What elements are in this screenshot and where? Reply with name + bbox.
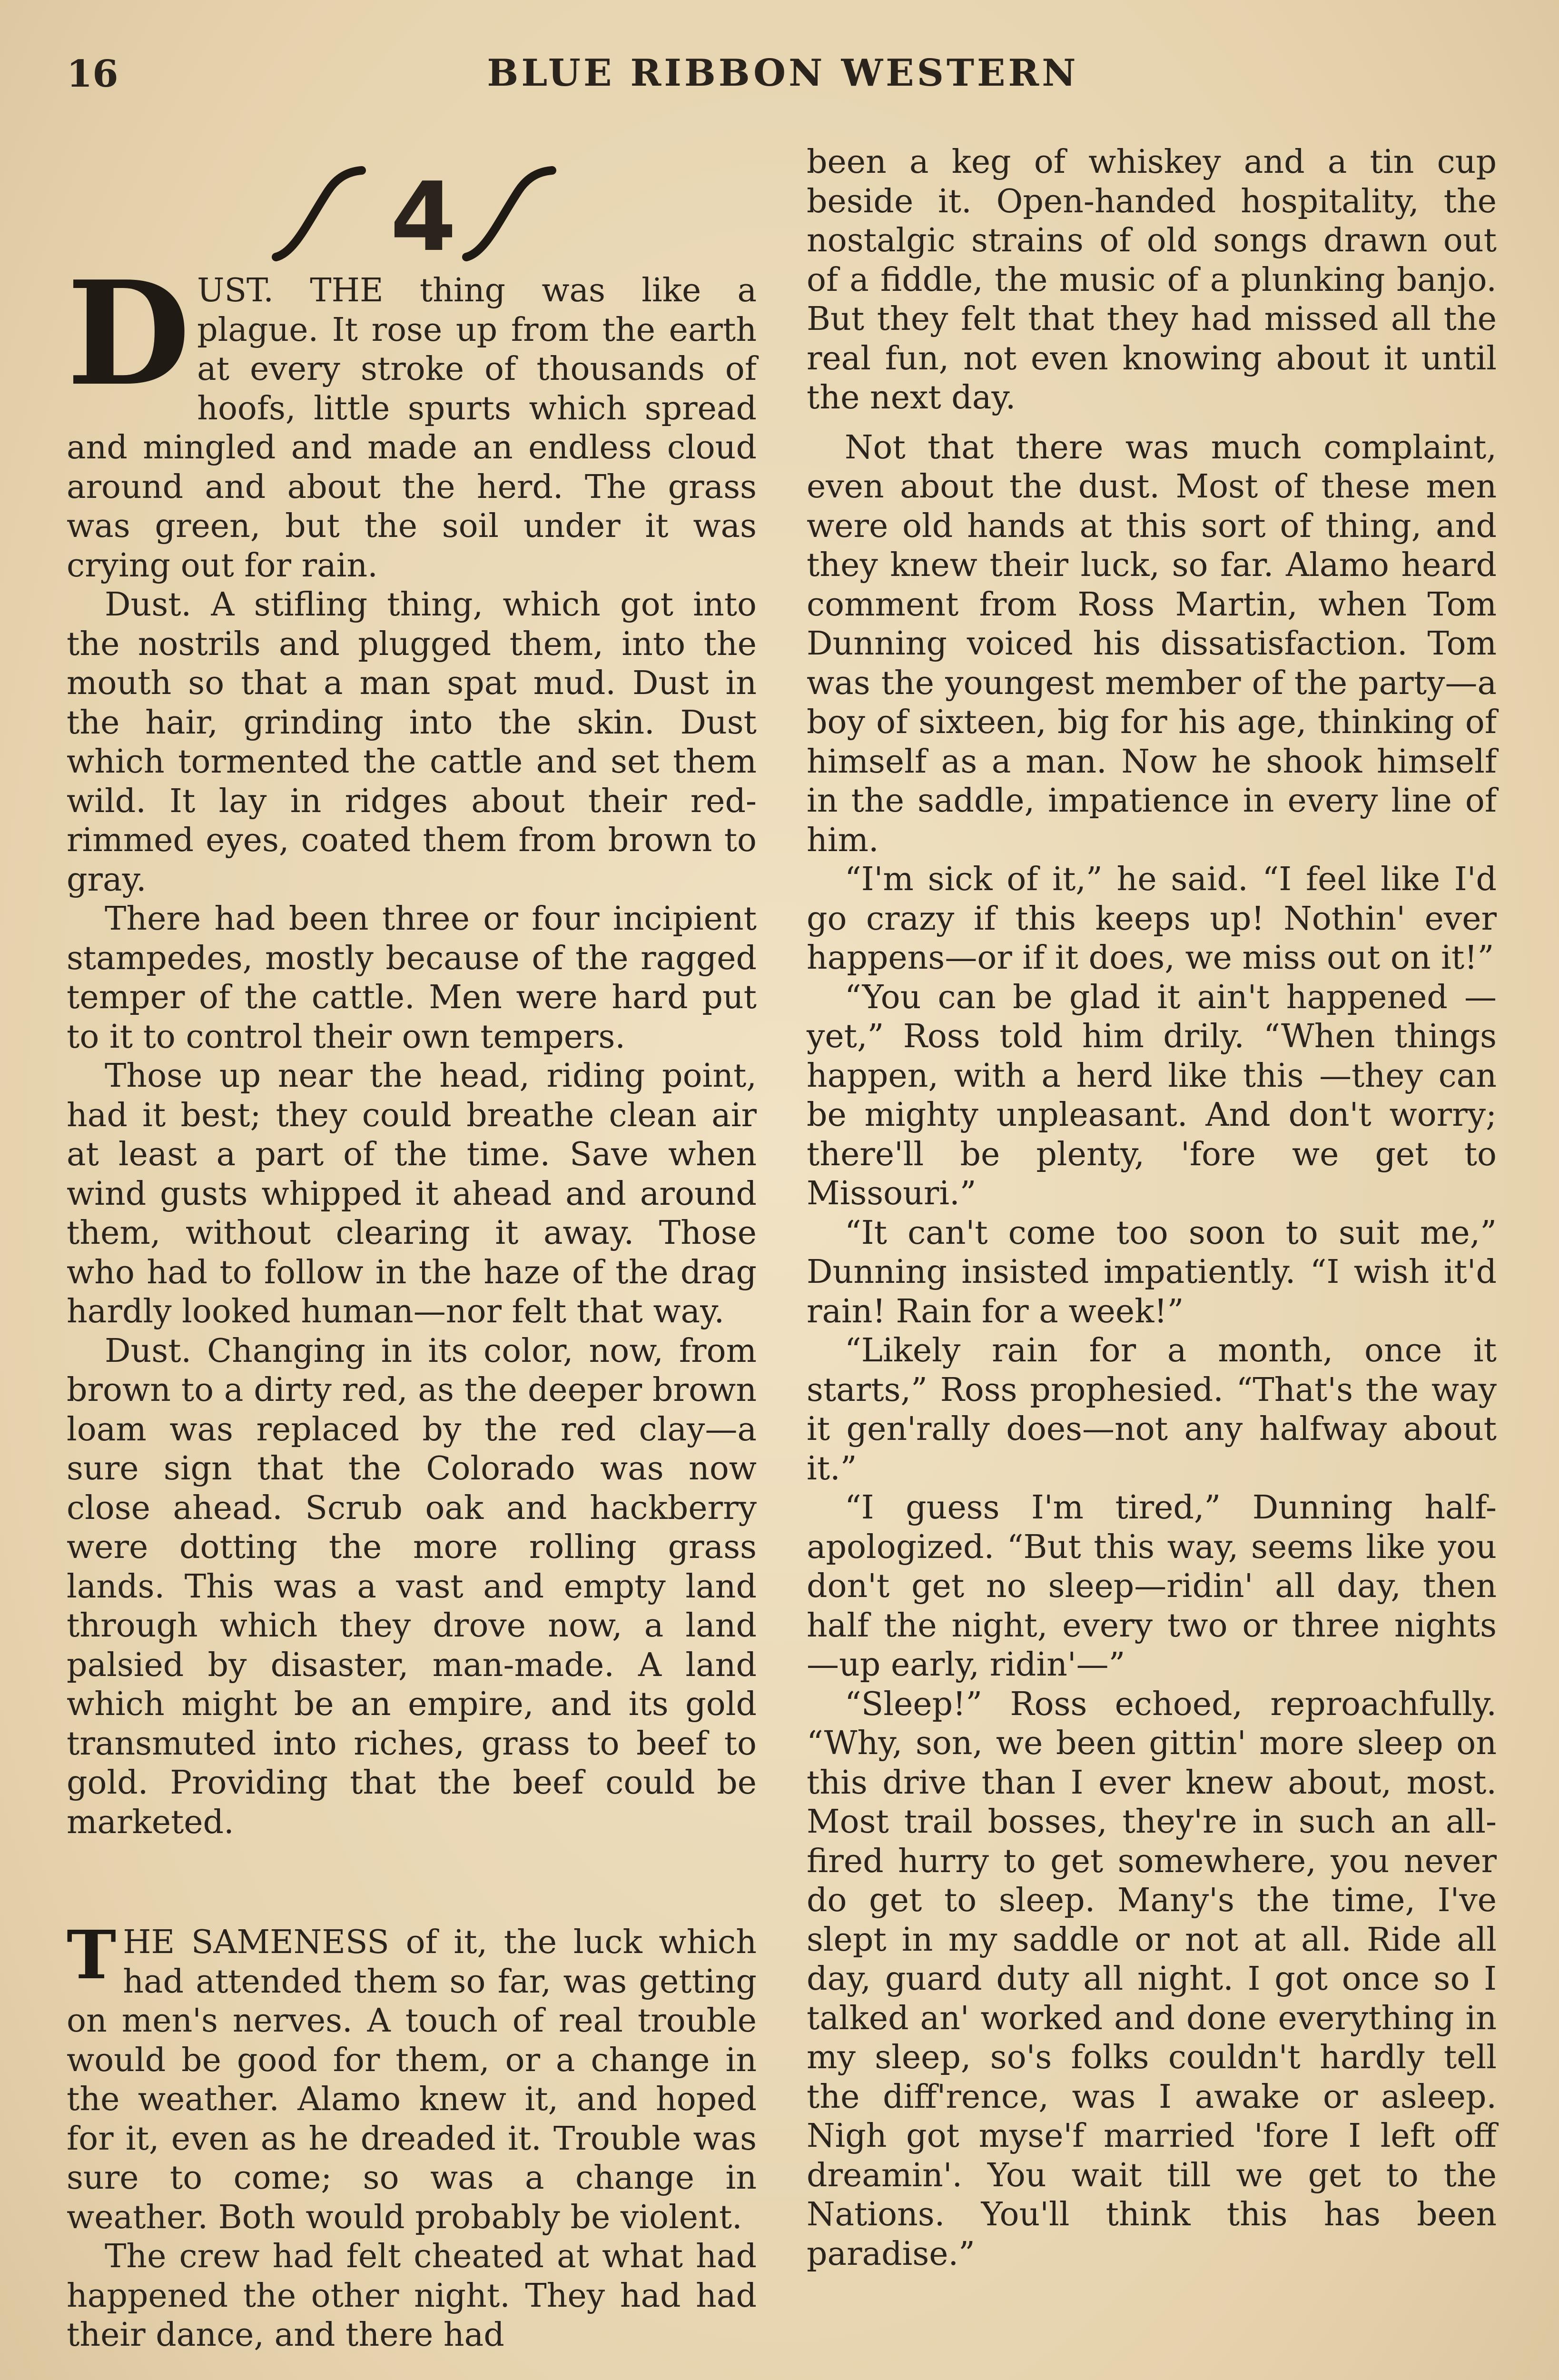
- paragraph: The crew had felt cheated at what had happened the other night. They had had their dance, and there had: [67, 2238, 757, 2354]
- paragraph: “I guess I'm tired,” Dunning half-apologized. “But this way, seems like you don't get no sleep—ridin' all day, then half the night, every two or three nights—up early, ridin'—”: [807, 1489, 1497, 1684]
- paragraph: been a keg of whiskey and a tin cup beside it. Open-handed hospitality, the nostalgic strains of old songs drawn out of a fiddle, the music of a plunking banjo. But they felt that they had missed all the real fun, not even knowing about it until the next day.: [807, 143, 1497, 416]
- paragraph: [67, 1916, 757, 2237]
- section-break: [67, 1842, 757, 1923]
- paragraph: Those up near the head, riding point, had it best; they could breathe clean air at least a part of the time. Save when wind gusts whipped it ahead and around them, without clearing it away. Those who had to follow in the haze of the drag hardly looked human—nor felt that way.: [67, 1057, 757, 1330]
- chapter-number: 4: [390, 162, 457, 273]
- drop-cap: T: [67, 1916, 117, 1994]
- paragraph: Dust. Changing in its color, now, from brown to a dirty red, as the deeper brown loam was replaced by the red clay—a sure sign that the Colorado was now close ahead. Scrub oak and hackberry were dotting the more rolling grass lands. This was a vast and empty land through which they drove now, a land palsied by disaster, man-made. A land which might be an empire, and its gold transmuted into riches, grass to beef to gold. Providing that the beef could be marketed.: [67, 1332, 757, 1841]
- paragraph: [67, 249, 757, 585]
- paragraph: Dust. A stifling thing, which got into the nostrils and plugged them, into the mouth so that a man spat mud. Dust in the hair, grinding into the skin. Dust which tormented the cattle and set them wild. It lay in ridges about their red-rimmed eyes, coated them from brown to gray.: [67, 586, 757, 899]
- paragraph: “You can be glad it ain't happened —yet,” Ross told him drily. “When things happen, with a herd like this —they can be mighty unpleasant. And don't worry; there'll be plenty, 'fore we get to Missouri.”: [807, 978, 1497, 1212]
- paragraph: Not that there was much complaint, even about the dust. Most of these men were old hands at this sort of thing, and they knew their luck, so far. Alamo heard comment from Ross Martin, when Tom Dunning voiced his dissatisfaction. Tom was the youngest member of the party—a boy of sixteen, big for his age, thinking of himself as a man. Now he shook himself in the saddle, impatience in every line of him.: [807, 428, 1497, 859]
- right-column: [807, 143, 1497, 2274]
- paragraph: There had been three or four incipient stampedes, mostly because of the ragged temper of the cattle. Men were hard put to it to control their own tempers.: [67, 900, 757, 1056]
- paragraph-text: HE SAMENESS of it, the luck which had attended them so far, was getting on men's nerves. A touch of real trouble would be good for them, or a change in the weather. Alamo knew it, and hoped for it, even as he dreaded it. Trouble was sure to come; so was a change in weather. Both would probably be violent.: [67, 1924, 757, 2236]
- paragraph: “Sleep!” Ross echoed, reproachfully. “Why, son, we been gittin' more sleep on this drive than I ever knew about, most. Most trail bosses, they're in such an all-fired hurry to get somewhere, you never do get to sleep. Many's the time, I've slept in my saddle or not at all. Ride all day, guard duty all night. I got once so I talked an' worked and done everything in my sleep, so's folks couldn't hardly tell the diff'rence, was I awake or asleep. Nigh got myse'f married 'fore I left off dreamin'. You wait till we get to the Nations. You'll think this has been paradise.”: [807, 1685, 1497, 2273]
- paragraph-text: UST. THE thing was like a plague. It rose up from the earth at every stroke of thousands of hoofs, little spurts which spread and mingled and made an endless cloud around and about the herd. The grass was green, but the soil under it was crying out for rain.: [67, 272, 757, 585]
- paragraph: “It can't come too soon to suit me,” Dunning insisted impatiently. “I wish it'd rain! Rain for a week!”: [807, 1214, 1497, 1330]
- page-header: [67, 48, 1499, 100]
- left-column: [67, 171, 757, 2355]
- paragraph: “I'm sick of it,” he said. “I feel like I'd go crazy if this keeps up! Nothin' ever happens—or if it does, we miss out on it!”: [807, 861, 1497, 977]
- page-number: 16: [67, 52, 118, 96]
- paragraph: “Likely rain for a month, once it starts,” Ross prophesied. “That's the way it gen'rally does—not any halfway about it.”: [807, 1332, 1497, 1488]
- drop-cap: D: [67, 249, 191, 417]
- running-head: BLUE RIBBON WESTERN: [487, 51, 1079, 95]
